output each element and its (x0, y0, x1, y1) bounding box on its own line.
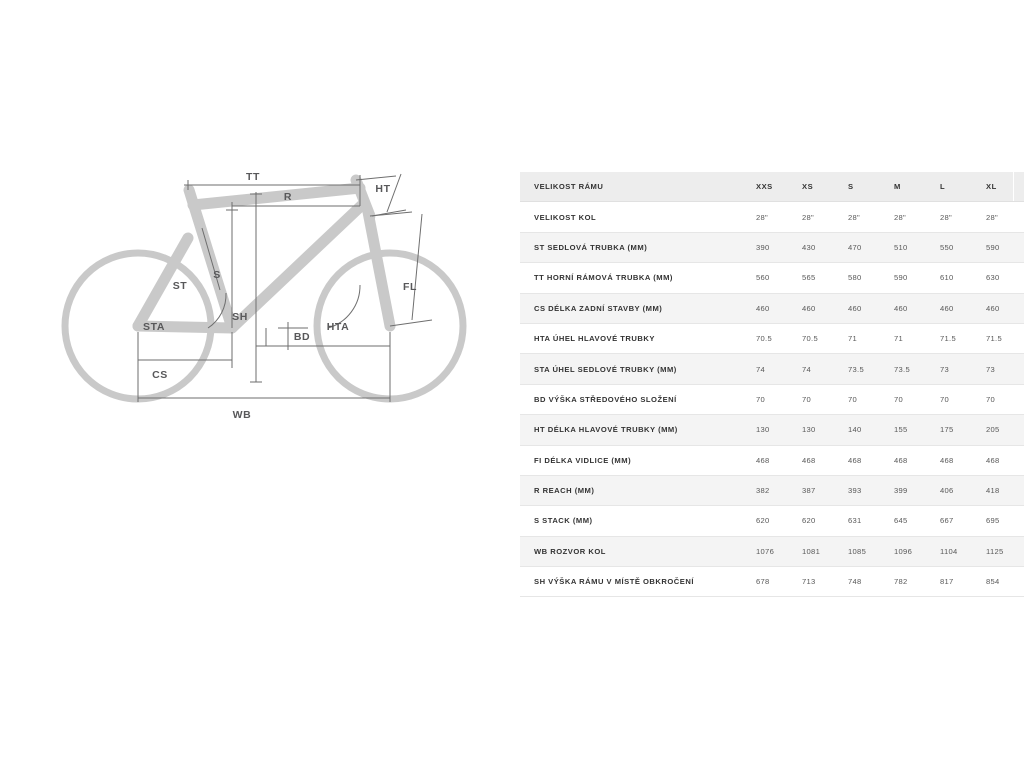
table-body (520, 202, 1024, 597)
row-label: TT HORNÍ RÁMOVÁ TRUBKA (MM) (534, 273, 673, 283)
row-value: 155 (894, 425, 908, 435)
row-value: 460 (986, 303, 1000, 313)
row-label: S STACK (MM) (534, 516, 593, 526)
row-label: R REACH (MM) (534, 486, 595, 496)
row-value: 28" (986, 212, 999, 222)
row-value: 620 (802, 516, 816, 526)
row-value: 430 (802, 242, 816, 252)
table-row (520, 567, 1024, 597)
row-value: 387 (802, 486, 816, 496)
row-value: 28" (848, 212, 861, 222)
row-value: 678 (756, 577, 770, 587)
row-value: 645 (894, 516, 908, 526)
row-value: 73.5 (894, 364, 910, 374)
label-cs: CS (152, 369, 168, 381)
row-value: 630 (986, 273, 1000, 283)
top-tube (193, 188, 360, 205)
table-header-row (520, 172, 1024, 202)
row-value: 460 (756, 303, 770, 313)
row-value: 590 (894, 273, 908, 283)
row-label: STA ÚHEL SEDLOVÉ TRUBKY (MM) (534, 364, 677, 374)
row-value: 1076 (756, 546, 775, 556)
label-fl: FL (402, 281, 418, 293)
geometry-table-wrap (520, 172, 1024, 597)
row-value: 667 (940, 516, 954, 526)
row-value: 590 (986, 242, 1000, 252)
row-value: 468 (940, 455, 954, 465)
label-sta: STA (142, 321, 166, 333)
row-value: 70 (802, 394, 812, 404)
row-value: 1096 (894, 546, 913, 556)
row-value: 71 (894, 334, 904, 344)
row-value: 560 (756, 273, 770, 283)
label-wb: WB (232, 409, 252, 421)
row-value: 28" (802, 212, 815, 222)
row-value: 70 (940, 394, 950, 404)
row-value: 460 (894, 303, 908, 313)
row-value: 406 (940, 486, 954, 496)
row-label: SH VÝŠKA RÁMU V MÍSTĚ OBKROČENÍ (534, 577, 694, 587)
header-size-xs: XS (802, 182, 814, 192)
row-value: 580 (848, 273, 862, 283)
header-size-m: M (894, 182, 901, 192)
label-ht: HT (375, 183, 391, 195)
row-value: 70.5 (802, 334, 818, 344)
table-row (520, 475, 1024, 505)
table-row (520, 536, 1024, 566)
header-size-xxs: XXS (756, 182, 773, 192)
row-value: 71 (848, 334, 858, 344)
row-value: 1081 (802, 546, 821, 556)
row-value: 71.5 (940, 334, 956, 344)
row-value: 74 (756, 364, 766, 374)
row-label: ST SEDLOVÁ TRUBKA (MM) (534, 242, 648, 252)
row-value: 205 (986, 425, 1000, 435)
table-row (520, 445, 1024, 475)
row-label: HT DÉLKA HLAVOVÉ TRUBKY (MM) (534, 425, 678, 435)
row-value: 140 (848, 425, 862, 435)
header-size-xl: XL (986, 182, 997, 192)
header-frame-size: VELIKOST RÁMU (534, 182, 604, 192)
row-label: BD VÝŠKA STŘEDOVÉHO SLOŽENÍ (534, 394, 677, 404)
row-value: 130 (802, 425, 816, 435)
label-s: S (213, 269, 221, 281)
row-value: 468 (802, 455, 816, 465)
row-value: 510 (894, 242, 908, 252)
row-label: HTA ÚHEL HLAVOVÉ TRUBKY (534, 334, 655, 344)
row-value: 468 (756, 455, 770, 465)
row-value: 468 (986, 455, 1000, 465)
row-value: 175 (940, 425, 954, 435)
row-value: 460 (940, 303, 954, 313)
table-row (520, 415, 1024, 445)
row-value: 470 (848, 242, 862, 252)
table-row (520, 202, 1024, 232)
row-value: 782 (894, 577, 908, 587)
table-row (520, 506, 1024, 536)
row-value: 817 (940, 577, 954, 587)
label-st: ST (172, 280, 188, 292)
header-size-l: L (940, 182, 946, 192)
row-value: 1104 (940, 546, 958, 556)
row-value: 399 (894, 486, 908, 496)
row-value: 70 (756, 394, 766, 404)
row-value: 565 (802, 273, 816, 283)
table-edge-clip (1013, 172, 1024, 201)
row-value: 468 (848, 455, 862, 465)
row-label: WB ROZVOR KOL (534, 546, 606, 556)
row-value: 130 (756, 425, 770, 435)
label-tt: TT (245, 171, 261, 183)
row-value: 28" (940, 212, 953, 222)
row-value: 1085 (848, 546, 867, 556)
row-value: 70 (894, 394, 904, 404)
row-value: 418 (986, 486, 1000, 496)
row-value: 382 (756, 486, 770, 496)
row-value: 74 (802, 364, 812, 374)
header-size-s: S (848, 182, 854, 192)
row-label: FI DÉLKA VIDLICE (MM) (534, 455, 632, 465)
row-value: 390 (756, 242, 770, 252)
row-value: 71.5 (986, 334, 1002, 344)
fork (368, 212, 390, 326)
table-row (520, 232, 1024, 262)
row-value: 460 (848, 303, 862, 313)
row-value: 748 (848, 577, 862, 587)
bike-geometry-diagram (60, 150, 530, 510)
row-value: 73 (986, 364, 996, 374)
row-value: 468 (894, 455, 908, 465)
row-value: 28" (894, 212, 907, 222)
label-bd: BD (293, 331, 311, 343)
row-value: 631 (848, 516, 862, 526)
row-value: 70 (986, 394, 996, 404)
row-value: 610 (940, 273, 954, 283)
table-row (520, 384, 1024, 414)
row-value: 73 (940, 364, 950, 374)
row-value: 28" (756, 212, 769, 222)
table-row (520, 323, 1024, 353)
row-value: 70.5 (756, 334, 772, 344)
row-value: 1125 (986, 546, 1004, 556)
table-row (520, 293, 1024, 323)
label-sh: SH (232, 311, 248, 323)
row-value: 393 (848, 486, 862, 496)
table-row (520, 263, 1024, 293)
label-hta: HTA (326, 321, 350, 333)
row-label: CS DÉLKA ZADNÍ STAVBY (MM) (534, 303, 663, 313)
row-value: 70 (848, 394, 858, 404)
row-value: 460 (802, 303, 816, 313)
row-value: 73.5 (848, 364, 864, 374)
label-r: R (283, 191, 293, 203)
row-label: VELIKOST KOL (534, 212, 597, 222)
row-value: 854 (986, 577, 1000, 587)
row-value: 550 (940, 242, 954, 252)
row-value: 620 (756, 516, 770, 526)
table-row (520, 354, 1024, 384)
row-value: 713 (802, 577, 816, 587)
row-value: 695 (986, 516, 1000, 526)
geometry-table (520, 172, 1024, 597)
